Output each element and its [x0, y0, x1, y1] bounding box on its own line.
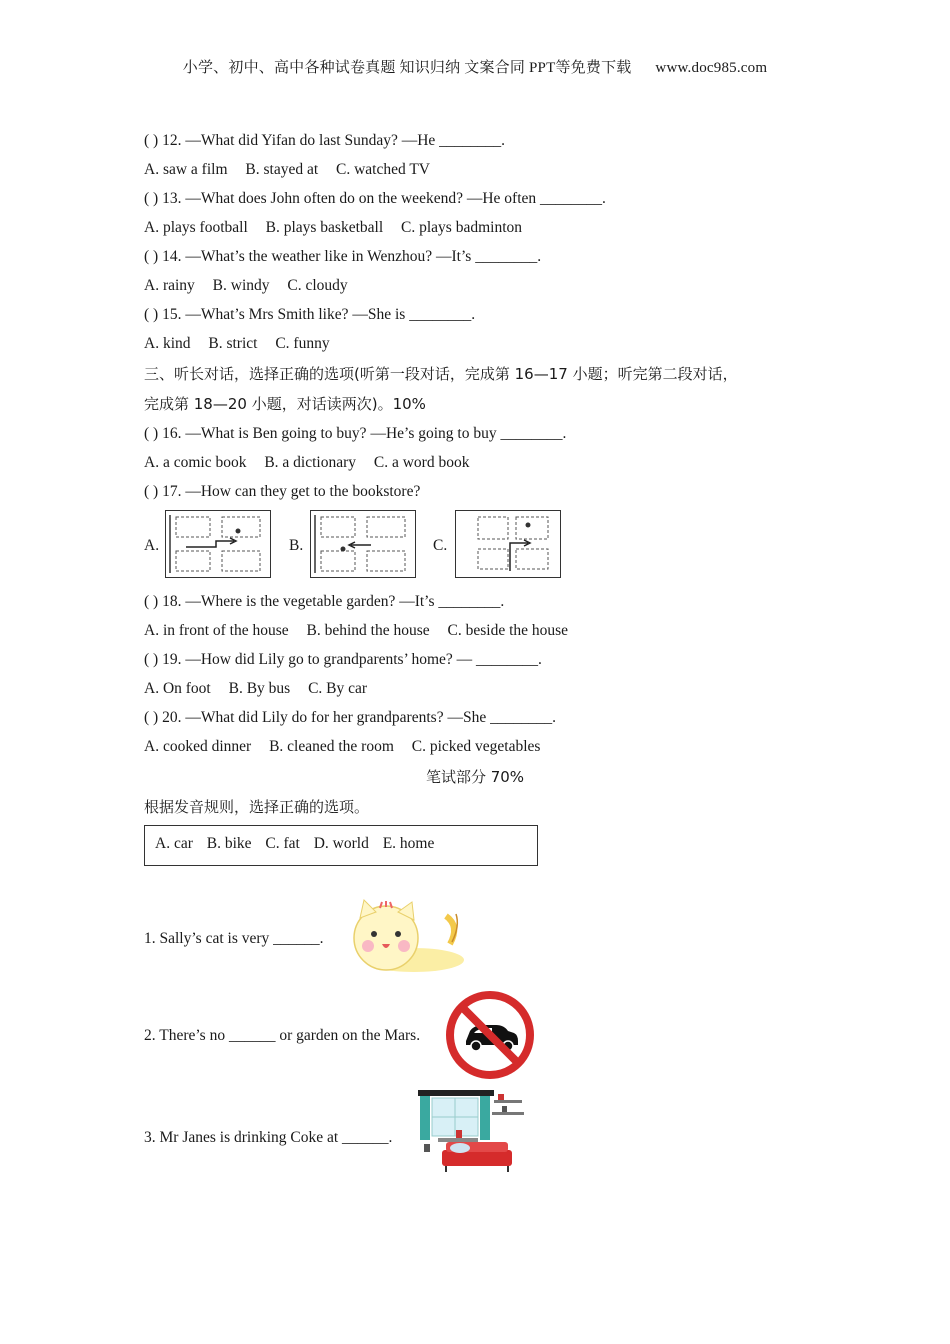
- option: B. plays basketball: [265, 219, 384, 236]
- options-15: [144, 334, 344, 354]
- word-choice: B. bike: [206, 835, 252, 852]
- option: B. stayed at: [245, 161, 319, 178]
- option: B. behind the house: [306, 622, 430, 639]
- option: B. strict: [208, 335, 258, 352]
- option: A. in front of the house: [144, 622, 289, 639]
- option: A. cooked dinner: [144, 738, 252, 755]
- map-label-b: B.: [289, 537, 304, 554]
- option: B. By bus: [228, 680, 291, 697]
- word-choice: C. fat: [265, 835, 300, 852]
- options-20: [144, 737, 554, 757]
- section-3-heading-cont: 完成第 18—20 小题，对话读两次)。10%: [144, 395, 426, 413]
- options-14: [144, 276, 362, 296]
- header-site: www.doc985.com: [655, 60, 768, 76]
- option: A. a comic book: [144, 454, 247, 471]
- question-15: ( ) 15. —What’s Mrs Smith like? —She is ________.: [144, 306, 476, 323]
- map-option-b: [310, 510, 416, 578]
- option: A. plays football: [144, 219, 248, 236]
- fill-item-3: 3. Mr Janes is drinking Coke at ______.: [144, 1129, 393, 1146]
- word-choice: E. home: [382, 835, 435, 852]
- written-instruction: 根据发音规则，选择正确的选项。: [144, 798, 370, 816]
- question-13: ( ) 13. —What does John often do on the weekend? —He often ________.: [144, 190, 606, 207]
- question-14: ( ) 14. —What’s the weather like in Wenzhou? —It’s ________.: [144, 248, 542, 265]
- no-car-sign-picture: [446, 991, 534, 1084]
- fat-cat-picture: [338, 896, 466, 981]
- option: B. a dictionary: [264, 454, 357, 471]
- question-16: ( ) 16. —What is Ben going to buy? —He’s going to buy ________.: [144, 425, 567, 442]
- word-choice: A. car: [155, 835, 193, 852]
- map-option-a: [165, 510, 271, 578]
- page-header: [0, 56, 950, 77]
- options-12: [144, 160, 444, 180]
- option: C. cloudy: [287, 277, 348, 294]
- option: C. By car: [308, 680, 368, 697]
- question-18: ( ) 18. —Where is the vegetable garden? —It’s ________.: [144, 593, 505, 610]
- question-20: ( ) 20. —What did Lily do for her grandparents? —She ________.: [144, 709, 556, 726]
- map-label-a: A.: [144, 537, 160, 554]
- options-18: [144, 621, 582, 641]
- option: C. beside the house: [447, 622, 569, 639]
- option: A. saw a film: [144, 161, 228, 178]
- option: B. windy: [212, 277, 270, 294]
- fill-item-1: 1. Sally’s cat is very ______.: [144, 930, 324, 947]
- option: A. kind: [144, 335, 191, 352]
- section-3-heading: 三、听长对话，选择正确的选项(听第一段对话，完成第 16—17 小题；听完第二段对话，: [144, 365, 738, 383]
- question-19: ( ) 19. —How did Lily go to grandparents’ home? — ________.: [144, 651, 542, 668]
- written-section-title: 笔试部分 70%: [425, 768, 525, 786]
- option: C. plays badminton: [401, 219, 523, 236]
- word-choice-box: [144, 825, 538, 866]
- option: C. funny: [275, 335, 330, 352]
- option: C. picked vegetables: [411, 738, 541, 755]
- option: B. cleaned the room: [269, 738, 394, 755]
- question-17: ( ) 17. —How can they get to the bookstore?: [144, 483, 421, 500]
- question-12: ( ) 12. —What did Yifan do last Sunday? —He ________.: [144, 132, 506, 149]
- fill-item-2: 2. There’s no ______ or garden on the Mars.: [144, 1027, 421, 1044]
- option: C. a word book: [373, 454, 470, 471]
- options-13: [144, 218, 536, 238]
- options-16: [144, 453, 483, 473]
- option: A. rainy: [144, 277, 195, 294]
- map-label-c: C.: [433, 537, 448, 554]
- word-choice: D. world: [313, 835, 369, 852]
- option: A. On foot: [144, 680, 211, 697]
- header-text: 小学、初中、高中各种试卷真题 知识归纳 文案合同 PPT等免费下载: [182, 60, 632, 76]
- option: C. watched TV: [336, 161, 430, 178]
- options-19: [144, 679, 381, 699]
- living-room-picture: [416, 1088, 528, 1181]
- map-option-c: [455, 510, 561, 578]
